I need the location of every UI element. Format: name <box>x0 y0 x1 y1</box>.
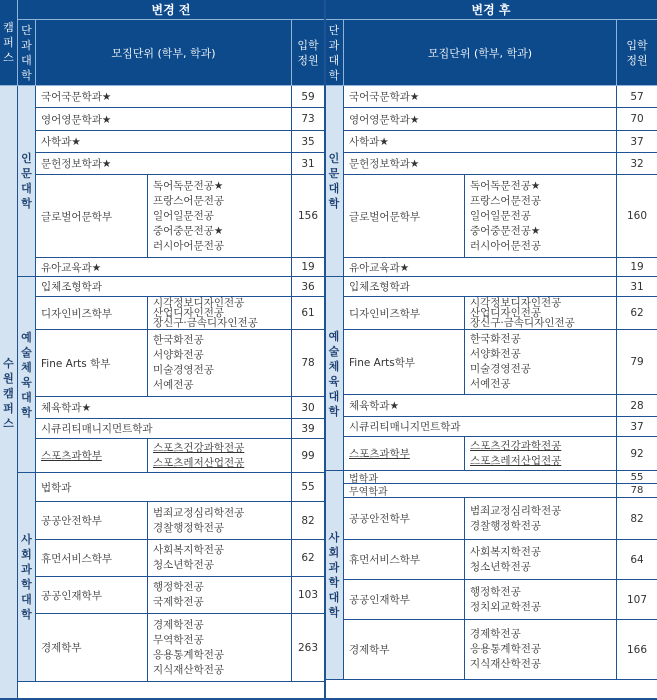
quota-value: 28 <box>617 395 657 417</box>
vertical-char: 회 <box>21 548 32 561</box>
vertical-char: 대 <box>328 389 340 403</box>
majors-list <box>465 330 617 395</box>
major-item: 경찰행정학전공 <box>153 521 225 534</box>
department-name: 체육학과★ <box>36 397 292 419</box>
department-name: 사학과★ <box>344 131 617 153</box>
quota-value: 82 <box>292 502 325 540</box>
vertical-char: 원 <box>3 371 14 385</box>
quota-value: 160 <box>617 175 657 258</box>
vertical-char: 캠 <box>3 386 14 400</box>
major-item: 무역학전공 <box>153 633 204 646</box>
majors-list <box>148 175 292 258</box>
vertical-char: 학 <box>21 197 32 210</box>
major-item: 경제학전공 <box>470 628 521 640</box>
major-item: 청소년학전공 <box>470 560 531 573</box>
department-name: 유아교육과★ <box>36 258 292 277</box>
vertical-char: 예 <box>328 329 340 343</box>
vertical-char: 회 <box>328 546 340 559</box>
vertical-char: 학 <box>21 608 32 621</box>
major-item: 일어일문전공 <box>470 209 531 222</box>
majors-list <box>465 175 617 258</box>
major-item: 미술경영전공 <box>470 363 531 375</box>
quota-value: 31 <box>617 277 657 297</box>
college-label <box>325 86 344 277</box>
department-name: 국어국문학과★ <box>36 86 292 108</box>
vertical-char: 체 <box>328 359 340 373</box>
vertical-char: 술 <box>21 345 32 359</box>
department-name: 문헌정보학과★ <box>344 153 617 175</box>
department-name: 시큐리티매니지먼트학과 <box>36 419 292 439</box>
header-quota-line: 정원 <box>297 53 319 67</box>
vertical-char: 학 <box>21 405 32 419</box>
major-item: 서양화전공 <box>153 349 204 361</box>
quota-value: 37 <box>617 417 657 437</box>
major-item: 독어독문전공★ <box>153 179 224 192</box>
school-name: 경제학부 <box>36 614 148 682</box>
vertical-char: 인 <box>21 152 32 165</box>
major-item: 장신구·금속디자인전공 <box>470 317 575 329</box>
quota-value: 19 <box>292 258 325 277</box>
quota-value: 79 <box>617 330 657 395</box>
major-item: 서양화전공 <box>470 348 521 360</box>
header-campus <box>0 0 18 86</box>
quota-value: 35 <box>292 131 325 153</box>
vertical-char: 대 <box>21 53 32 67</box>
major-item: 프랑스어문전공 <box>470 194 542 207</box>
major-item: 경찰행정학전공 <box>470 519 542 532</box>
vertical-char: 스 <box>3 51 14 64</box>
quota-value: 30 <box>292 397 325 419</box>
department-name: 입체조형학과 <box>36 277 292 297</box>
major-item: 산업디자인전공 <box>470 307 542 319</box>
vertical-char: 학 <box>21 68 32 82</box>
campus-label <box>0 86 18 700</box>
vertical-char: 학 <box>21 578 32 591</box>
major-item: 한국화전공 <box>470 333 521 345</box>
quota-value: 263 <box>292 614 325 682</box>
quota-value: 64 <box>617 540 657 580</box>
major-item: 경제학전공 <box>153 618 204 631</box>
major-item: 산업디자인전공 <box>153 307 225 319</box>
vertical-char: 학 <box>328 606 340 619</box>
vertical-char: 학 <box>328 404 340 418</box>
department-name: 사학과★ <box>36 131 292 153</box>
majors-list <box>465 297 617 330</box>
vertical-char: 퍼 <box>3 401 14 415</box>
school-name: Fine Arts 학부 <box>36 330 148 397</box>
major-item: 지식재산학전공 <box>470 658 542 670</box>
college-label <box>325 471 344 680</box>
vertical-char: 과 <box>21 38 32 52</box>
major-item: 서예전공 <box>470 378 511 390</box>
header-after: 변경 후 <box>325 0 657 20</box>
majors-list <box>465 498 617 540</box>
vertical-char: 학 <box>328 576 340 589</box>
department-name: 체육학과★ <box>344 395 617 417</box>
department-name: 영어영문학과★ <box>36 108 292 131</box>
vertical-char: 스 <box>3 416 14 430</box>
majors-list <box>148 439 292 473</box>
quota-value: 61 <box>292 297 325 330</box>
vertical-char: 과 <box>21 563 32 576</box>
quota-value: 59 <box>292 86 325 108</box>
majors-list <box>465 437 617 471</box>
major-item: 사회복지학전공 <box>153 544 225 556</box>
major-item: 국제학전공 <box>153 596 204 608</box>
header-college-before <box>18 20 36 86</box>
header-quota-before <box>292 20 325 86</box>
major-item: 스포츠레저산업전공 <box>153 456 245 469</box>
major-item: 서예전공 <box>153 379 194 391</box>
department-name: 국어국문학과★ <box>344 86 617 108</box>
majors-list <box>465 580 617 620</box>
school-name: 글로벌어문학부 <box>344 175 465 258</box>
college-label <box>18 277 36 473</box>
major-item: 범죄교정심리학전공 <box>153 506 245 519</box>
quota-value: 107 <box>617 580 657 620</box>
major-item: 정치외교학전공 <box>470 600 542 613</box>
vertical-char: 단 <box>21 23 32 37</box>
quota-value: 19 <box>617 258 657 277</box>
header-before: 변경 전 <box>18 0 325 20</box>
major-item: 사회복지학전공 <box>470 545 542 558</box>
major-item: 시각정보디자인전공 <box>153 297 245 309</box>
header-quota-line: 입학 <box>297 38 319 52</box>
quota-value: 57 <box>617 86 657 108</box>
majors-list <box>465 540 617 580</box>
major-item: 독어독문전공★ <box>470 179 541 192</box>
quota-value: 99 <box>292 439 325 473</box>
vertical-char: 술 <box>328 344 340 358</box>
quota-value: 36 <box>292 277 325 297</box>
major-item: 프랑스어문전공 <box>153 194 225 207</box>
vertical-char: 육 <box>328 374 340 388</box>
quota-value: 73 <box>292 108 325 131</box>
school-name: 스포츠과학부 <box>36 439 148 473</box>
vertical-char: 사 <box>21 533 32 546</box>
college-label <box>18 86 36 277</box>
department-name: 문헌정보학과★ <box>36 153 292 175</box>
vertical-char: 문 <box>21 167 32 180</box>
major-item: 스포츠레저산업전공 <box>470 454 562 467</box>
major-item: 범죄교정심리학전공 <box>470 504 562 517</box>
school-name: 글로벌어문학부 <box>36 175 148 258</box>
major-item: 시각정보디자인전공 <box>470 297 562 309</box>
school-name: 스포츠과학부 <box>344 437 465 471</box>
college-label <box>325 277 344 471</box>
school-name: 디자인비즈학부 <box>36 297 148 330</box>
department-name: 영어영문학과★ <box>344 108 617 131</box>
vertical-char: 인 <box>328 152 340 165</box>
quota-value: 92 <box>617 437 657 471</box>
vertical-char: 학 <box>328 68 340 82</box>
header-college-after <box>325 20 344 86</box>
vertical-char: 육 <box>21 375 32 389</box>
department-name: 입체조형학과 <box>344 277 617 297</box>
vertical-char: 대 <box>21 182 32 195</box>
department-name: 시큐리티매니지먼트학과 <box>344 417 617 437</box>
school-name: 공공인재학부 <box>36 577 148 614</box>
header-quota-line: 입학 <box>626 38 648 52</box>
vertical-char: 단 <box>328 23 340 37</box>
quota-value: 82 <box>617 498 657 540</box>
majors-list <box>148 577 292 614</box>
school-name: 휴먼서비스학부 <box>36 540 148 577</box>
majors-list <box>148 502 292 540</box>
before-after-divider <box>324 0 326 700</box>
header-unit-before: 모집단위 (학부, 학과) <box>36 20 292 86</box>
major-item: 응용통계학전공 <box>470 643 542 655</box>
header-unit-after: 모집단위 (학부, 학과) <box>344 20 617 86</box>
vertical-char: 대 <box>21 593 32 606</box>
majors-list <box>148 540 292 577</box>
vertical-char: 대 <box>328 182 340 195</box>
majors-list <box>465 620 617 680</box>
major-item: 일어일문전공 <box>153 209 214 222</box>
majors-list <box>148 614 292 682</box>
school-name: 휴먼서비스학부 <box>344 540 465 580</box>
vertical-char: 과 <box>328 561 340 574</box>
department-name: 유아교육과★ <box>344 258 617 277</box>
major-item: 미술경영전공 <box>153 364 214 376</box>
quota-value: 55 <box>617 471 657 484</box>
vertical-char: 학 <box>328 197 340 210</box>
major-item: 스포츠건강과학전공 <box>153 441 245 454</box>
vertical-char: 사 <box>328 531 340 544</box>
school-name: 공공안전학부 <box>344 498 465 540</box>
major-item: 행정학전공 <box>470 585 521 598</box>
vertical-char: 예 <box>21 330 32 344</box>
header-quota-after <box>617 20 657 86</box>
major-item: 청소년학전공 <box>153 559 214 571</box>
school-name: 디자인비즈학부 <box>344 297 465 330</box>
department-name: 법학과 <box>344 471 617 484</box>
major-item: 스포츠건강과학전공 <box>470 439 562 452</box>
major-item: 장신구·금속디자인전공 <box>153 317 258 329</box>
quota-value: 78 <box>617 484 657 498</box>
major-item: 지식재산학전공 <box>153 663 225 676</box>
majors-list <box>148 297 292 330</box>
vertical-char: 대 <box>328 591 340 604</box>
school-name: 경제학부 <box>344 620 465 680</box>
quota-value: 70 <box>617 108 657 131</box>
quota-value: 55 <box>292 473 325 502</box>
quota-value: 62 <box>292 540 325 577</box>
quota-value: 32 <box>617 153 657 175</box>
vertical-char: 과 <box>328 38 340 52</box>
school-name: Fine Arts학부 <box>344 330 465 395</box>
vertical-char: 퍼 <box>3 36 14 49</box>
quota-value: 31 <box>292 153 325 175</box>
quota-value: 37 <box>617 131 657 153</box>
vertical-char: 문 <box>328 167 340 180</box>
quota-value: 39 <box>292 419 325 439</box>
department-name: 법학과 <box>36 473 292 502</box>
college-label <box>18 473 36 682</box>
major-item: 행정학전공 <box>153 581 204 593</box>
major-item: 러시아어문전공 <box>470 239 542 252</box>
majors-list <box>148 330 292 397</box>
vertical-char: 캠 <box>3 21 14 34</box>
major-item: 중어중문전공★ <box>153 224 224 237</box>
vertical-char: 체 <box>21 360 32 374</box>
vertical-char: 대 <box>21 390 32 404</box>
quota-value: 156 <box>292 175 325 258</box>
major-item: 응용통계학전공 <box>153 648 225 661</box>
major-item: 러시아어문전공 <box>153 239 225 252</box>
quota-value: 103 <box>292 577 325 614</box>
major-item: 한국화전공 <box>153 334 204 346</box>
school-name: 공공인재학부 <box>344 580 465 620</box>
major-item: 중어중문전공★ <box>470 224 541 237</box>
header-quota-line: 정원 <box>626 53 648 67</box>
quota-value: 166 <box>617 620 657 680</box>
department-name: 무역학과 <box>344 484 617 498</box>
vertical-char: 대 <box>328 53 340 67</box>
school-name: 공공안전학부 <box>36 502 148 540</box>
vertical-char: 수 <box>3 356 14 370</box>
quota-value: 62 <box>617 297 657 330</box>
quota-value: 78 <box>292 330 325 397</box>
